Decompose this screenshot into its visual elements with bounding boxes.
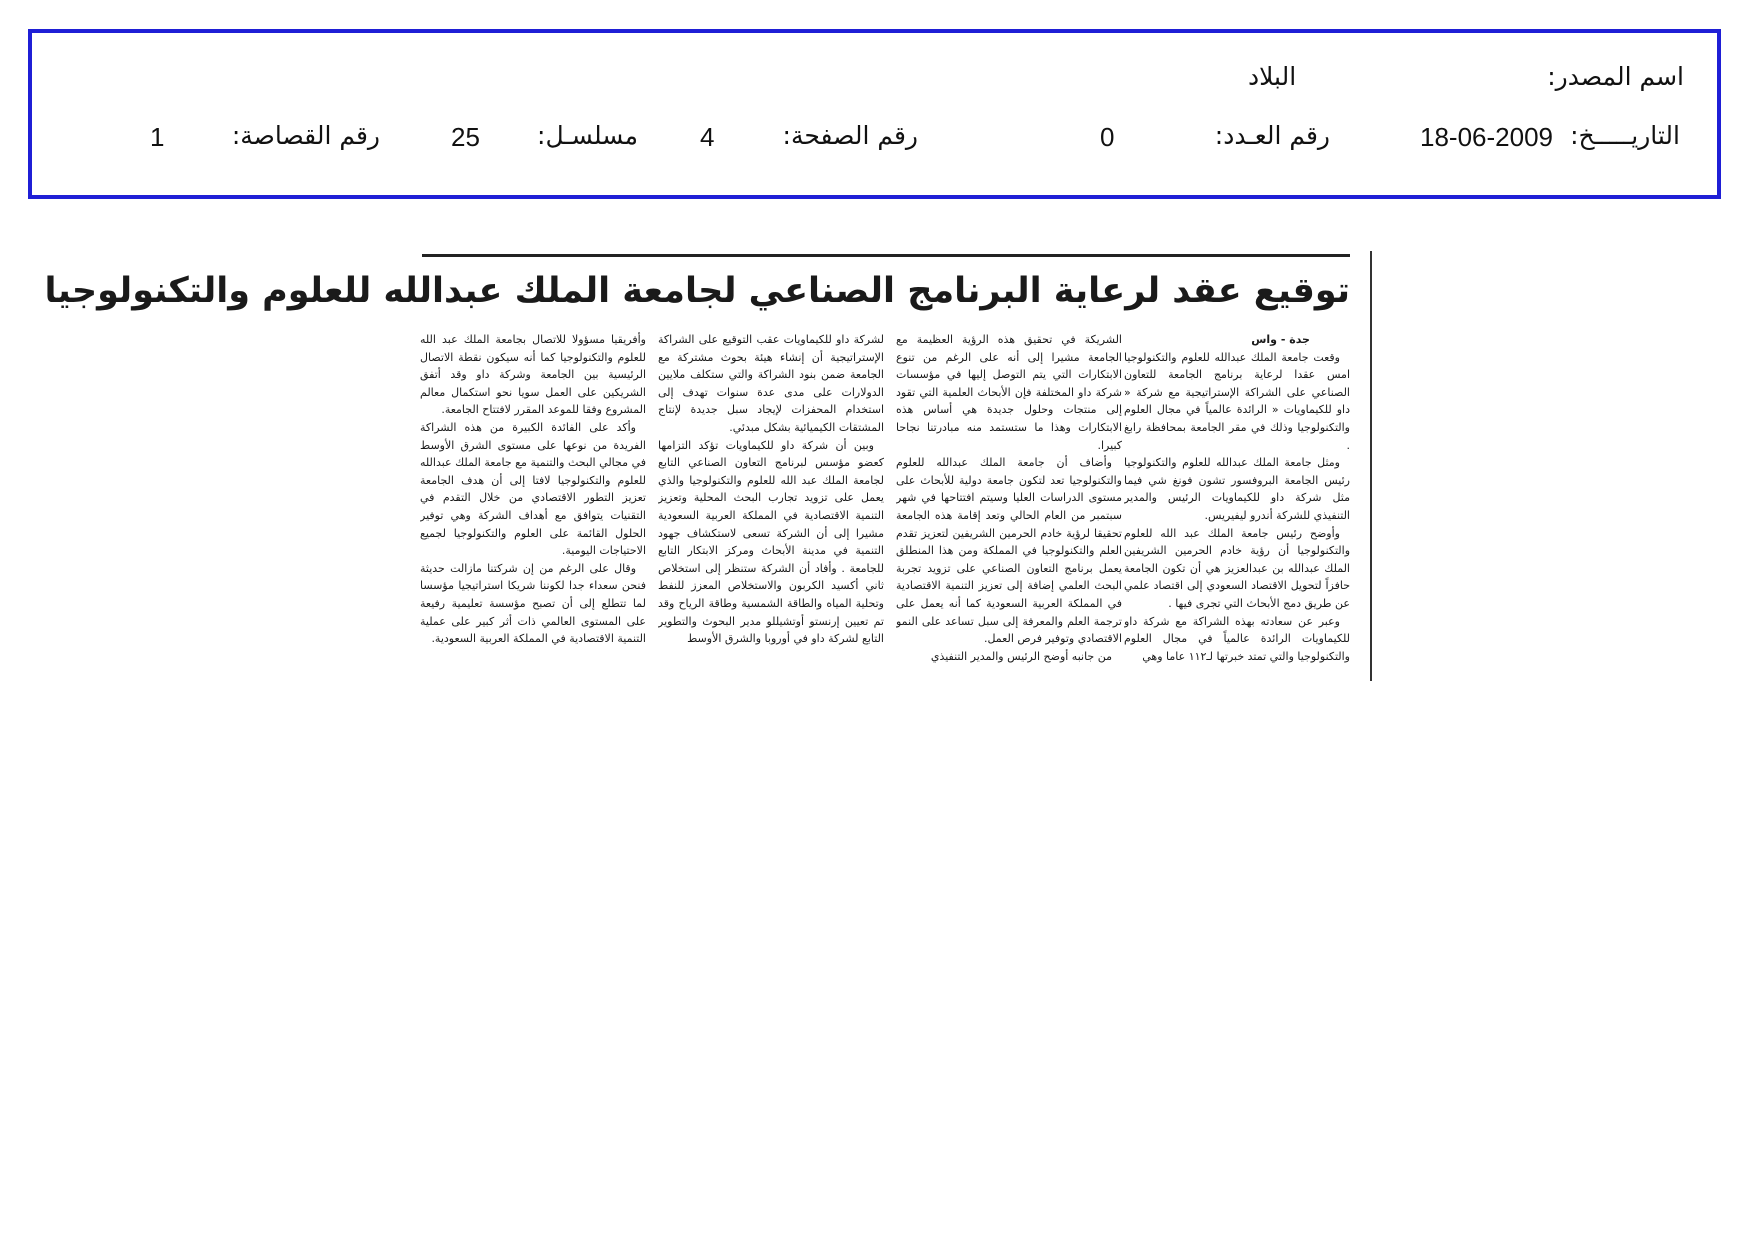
page-number-label: رقم الصفحة: [782, 121, 918, 150]
source-value: البلاد [1248, 62, 1297, 91]
date-label: التاريـــــخ: [1570, 121, 1680, 150]
issue-value: 0 [1100, 122, 1115, 152]
serial-label: مسلسـل: [537, 121, 638, 150]
side-rule [1370, 251, 1372, 681]
serial-value: 25 [451, 122, 480, 152]
article-headline: توقيع عقد لرعاية البرنامج الصناعي لجامعة الملك عبدالله للعلوم والتكنولوجيا [44, 271, 1350, 311]
paragraph: وقعت جامعة الملك عبدالله للعلوم والتكنولوجيا امس عقدا لرعاية برنامج الجامعة للتعاون الصناعي على الشراكة الإستراتيجية مع شركة « داو للكيماويات « الرائدة عالمياً في مجال العلوم والتكنولوجيا وذلك في مقر الجامعة بمحافظة رابغ . [1124, 350, 1350, 452]
article-column-4 [420, 331, 646, 671]
paragraph: من جانبه أوضح الرئيس والمدير التنفيذي [930, 649, 1112, 663]
page-number-value: 4 [700, 122, 715, 152]
article-dateline: جدة - واس [1251, 333, 1310, 346]
paragraph: وقال على الرغم من إن شركتنا مازالت حديثة فنحن سعداء جدا لكوننا شريكا استراتيجيا مؤسسا لما تتطلع إلى أن تصبح مؤسسة تعليمية رفيعة على المستوى العالمي ذات أثر كبير على عملية التنمية الاقتصادية في المملكة العربية السعودية. [420, 561, 646, 646]
paragraph: وأكد على الفائدة الكبيرة من هذه الشراكة الفريدة من نوعها على مستوى الشرق الأوسط في مجالي البحث والتنمية مع جامعة الملك عبدالله للعلوم والتكنولوجيا لافتا إلى أن هدف الجامعة تعزيز التطور الاقتصادي من خلال التقدم في التقنيات يتوافق مع أهداف الشركة وهي توفير الحلول القائمة على العلوم والتكنولوجيا لجميع الاحتياجات اليومية. [420, 420, 646, 558]
paragraph: ومثل جامعة الملك عبدالله للعلوم والتكنولوجيا رئيس الجامعة البروفسور تشون فونغ شي فيما مثل شركة داو للكيماويات الرئيس والمدير التنفيذي للشركة أندرو ليفيريس. [1124, 456, 1350, 522]
article-column-3 [658, 331, 884, 671]
article-column-2 [896, 331, 1122, 671]
paragraph: وبين أن شركة داو للكيماويات تؤكد التزامها كعضو مؤسس لبرنامج التعاون الصناعي التابع لجامعة الملك عبد الله للعلوم والتكنولوجيا والذي يعمل على تزويد تجارب البحث المحلية وتعزيز التنمية الاقتصادية في المملكة العربية السعودية مشيرا إلى أن الشركة تسعى لاستكشاف جهود التنمية في مدينة الأبحاث ومركز الابتكار التابع للجامعة . وأفاد أن الشركة ستنظر إلى استخلاص ثاني أكسيد الكربون والاستخلاص المعزز للنفط وتحلية المياه والطاقة الشمسية وطاقة الرياح وقد تم تعيين إرنستو أوتشيللو مدير البحوث والتطوير التابع لشركة داو في أوروبا والشرق الأوسط [658, 438, 884, 646]
top-rule [422, 254, 1350, 257]
paragraph: الشريكة في تحقيق هذه الرؤية العظيمة مع الجامعة مشيرا إلى أنه على الرغم من تنوع الابتكارات التي يتم التوصل إليها في مؤسسات شركة داو المختلفة فإن الأبحاث العلمية التي تقود إلى منتجات وحلول جديدة هي أساس هذه الابتكارات وهذا ما ستستمد منه مبادرتنا نجاحا كبيرا. [896, 333, 1122, 452]
document-info-box [28, 29, 1721, 199]
clip-number-value: 1 [150, 122, 165, 152]
paragraph: وأفريقيا مسؤولا للاتصال بجامعة الملك عبد الله للعلوم والتكنولوجيا كما أنه سيكون نقطة الاتصال الرئيسية بين الجامعة وشركة داو وقد أتفق الشريكين على العمل سويا نحو استكمال معالم المشروع وفقا للموعد المقرر لافتتاح الجامعة. [420, 333, 646, 417]
article-column-1 [1124, 331, 1350, 671]
date-value: 18-06-2009 [1420, 122, 1553, 152]
issue-label: رقم العـدد: [1214, 121, 1330, 150]
paragraph: وأضاف أن جامعة الملك عبدالله للعلوم والتكنولوجيا تعد لتكون جامعة دولية للأبحاث على مستوى الدراسات العليا وسيتم افتتاحها في شهر سبتمبر من العام الحالي وتعد إقامة هذه الجامعة تحقيقا لرؤية خادم الحرمين الشريفين لتعزيز تقدم العلم والتكنولوجيا في المملكة ومن هذا المنطلق يعمل برنامج التعاون الصناعي على تزويد تجربة البحث العلمي إضافة إلى تعزيز التنمية الاقتصادية في المملكة العربية السعودية كما أنه يعمل على ترجمة العلم والمعرفة إلى سبل تساعد على النمو الاقتصادي وتوفير فرص العمل. [896, 456, 1122, 646]
source-label: اسم المصدر: [1547, 62, 1684, 91]
paragraph: لشركة داو للكيماويات عقب التوقيع على الشراكة الإستراتيجية أن إنشاء هيئة بحوث مشتركة مع الجامعة ضمن بنود الشراكة والتي ستكلف ملايين الدولارات على مدى عدة سنوات تهدف إلى استخدام المحفزات لإيجاد سبل جديدة لإنتاج المشتقات الكيميائية بشكل مبدئي. [658, 333, 884, 434]
paragraph: وعبر عن سعادته بهذه الشراكة مع شركة داو للكيماويات الرائدة عالمياً في مجال العلوم والتكنولوجيا والتي تمتد خبرتها لـ١١٢ عاما وهي [1124, 614, 1350, 663]
article-clipping [44, 251, 1370, 681]
clip-number-label: رقم القصاصة: [231, 121, 380, 150]
paragraph: وأوضح رئيس جامعة الملك عبد الله للعلوم والتكنولوجيا أن رؤية خادم الحرمين الشريفين الملك عبدالله بن عبدالعزيز هي أن تكون الجامعة حافزاً لتحويل الاقتصاد السعودي إلى اقتصاد علمي عن طريق دمج الأبحاث التي تجرى فيها . [1124, 526, 1350, 610]
